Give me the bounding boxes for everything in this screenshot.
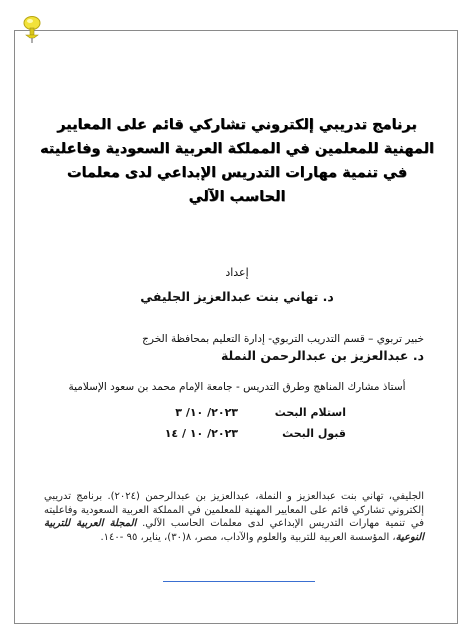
author-2-name: د. عبدالعزيز بن عبدالرحمن النملة xyxy=(220,348,424,363)
author-1-affiliation: خبير تربوي – قسم التدريب التربوي- إدارة التعليم بمحافظة الخرج xyxy=(142,333,424,345)
citation-text-part1: الجليفي، تهاني بنت عبدالعزيز و النملة، عبدالعزيز بن عبدالرحمن (٢٠٢٤). برنامج تدريبي إلكتروني تشاركي قائم على المعايير المهنية للمعلمين في المملكة العربية السعودية وفاعليته في تنمية مهارات التدريس الإبداعي لدى معلمات الحاسب الآلي. xyxy=(44,491,424,529)
link-underline xyxy=(163,581,315,582)
author-1-name: د. تهاني بنت عبدالعزيز الجليفي xyxy=(140,289,334,304)
author-2-affiliation: أستاذ مشارك المناهج وطرق التدريس - جامعة الإمام محمد بن سعود الإسلامية xyxy=(68,381,406,393)
citation-block xyxy=(44,490,424,544)
accepted-date: ٢٠٢٣/ ١٠ / ١٤ xyxy=(164,427,238,440)
document-title: برنامج تدريبي إلكتروني تشاركي قائم على المعايير المهنية للمعلمين في المملكة العربية السعودية وفاعليته في تنمية مهارات التدريس الإبداعي لدى معلمات الحاسب الآلي xyxy=(40,117,434,205)
accepted-label: قبول البحث xyxy=(282,427,346,440)
citation-journal-name: المجلة العربية للتربية النوعية xyxy=(44,518,424,543)
pushpin-icon xyxy=(20,14,44,44)
citation-text-part2: ، المؤسسة العربية للتربية والعلوم والآداب، مصر، ٨(٣٠)، يناير، ٩٥ -١٤٠. xyxy=(100,531,396,543)
received-label: استلام البحث xyxy=(274,406,346,419)
received-date: ٢٠٢٣/ ١٠/ ٣ xyxy=(175,406,238,419)
prepared-by-label: إعداد xyxy=(225,266,249,279)
